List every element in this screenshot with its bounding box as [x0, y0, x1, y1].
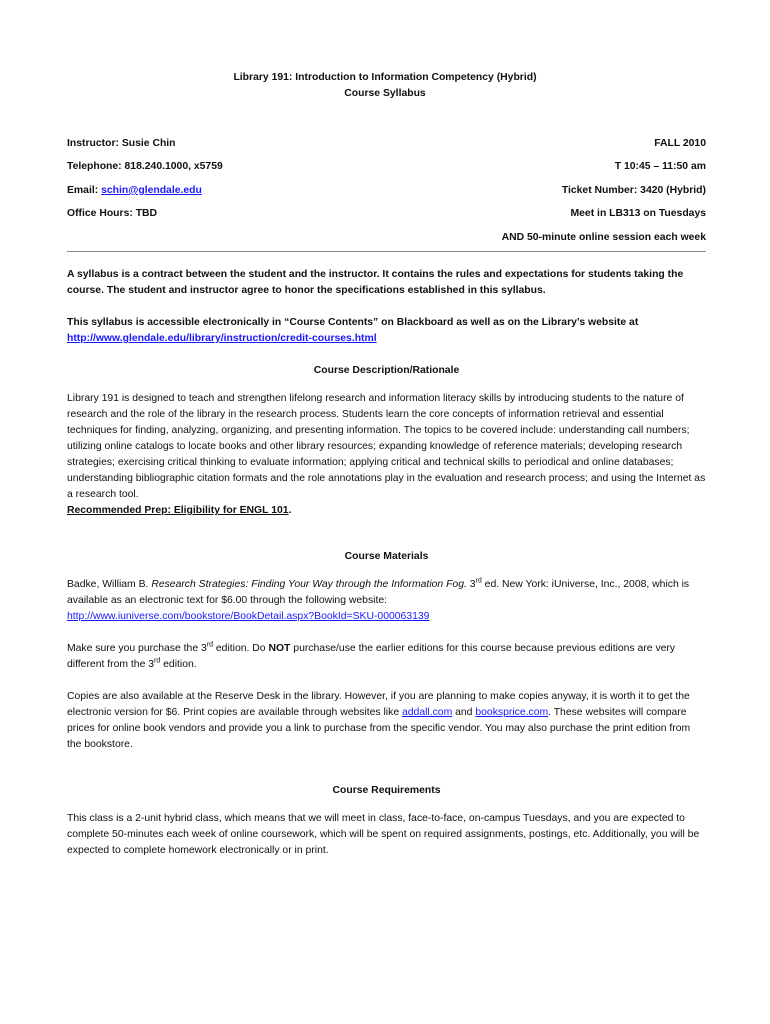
header-divider: [67, 251, 706, 252]
title-line-2: Course Syllabus: [344, 88, 426, 99]
title-line-1: Library 191: Introduction to Information Competency (Hybrid): [233, 72, 537, 83]
edition-warning: Make sure you purchase the 3rd edition. Do NOT purchase/use the earlier editions for this course because previous editions are very different from the 3rd edition.: [67, 641, 676, 670]
online-session: AND 50-minute online session each week: [501, 231, 706, 243]
addall-link[interactable]: addall.com: [401, 707, 453, 718]
email-label: Email:: [67, 184, 102, 196]
term: FALL 2010: [654, 137, 706, 149]
description-text: Library 191 is designed to teach and strengthen lifelong research and information literacy skills by introducing students to the nature of research and the role of the library in the research process. Students learn the core concepts of information retrieval and essential techniques for finding, analyzing, organizing, and presenting information. The topics to be covered include: understanding call numbers; utilizing online catalogs to locate books and other library resources; expanding knowledge of reference materials; developing research strategies; exercising critical thinking to evaluate information; applying critical and technical skills to periodical and online databases; understanding bibliographic citation formats and the role annotations play in the evaluation and research process; and using the Internet as a research tool.: [67, 393, 706, 500]
copies-info: Copies are also available at the Reserve Desk in the library. However, if you are planning to make copies anyway, it is worth it to get the electronic version for $6. Print copies are available through websites like addall.com and booksprice.com. These websites will compare prices for online book vendors and provide you a link to purchase from the specific vendor. You may also purchase the print edition from the bookstore.: [67, 691, 691, 750]
course-page-link[interactable]: http://www.glendale.edu/library/instruction/credit-courses.html: [67, 333, 377, 344]
instructor-name: Instructor: Susie Chin: [67, 137, 176, 149]
textbook-citation: Badke, William B. Research Strategies: Finding Your Way through the Information Fog. 3rd ed. New York: iUniverse, Inc., 2008, which is available as an electronic text for $6.00 through the following website: http://www.iuniverse.com/bookstore/BookDetail.aspx?BookId=SKU-000063139: [67, 577, 690, 622]
course-info-block: [67, 132, 706, 250]
description-heading: Course Description/Rationale: [313, 365, 460, 376]
recommended-prep-text: Recommended Prep: Eligibility for ENGL 101: [67, 505, 289, 516]
contract-statement: A syllabus is a contract between the student and the instructor. It contains the rules and expectations for students taking the course. The student and instructor agree to honor the specifications established in this syllabus.: [67, 269, 684, 296]
accessibility-statement: [67, 315, 706, 347]
accessibility-text: This syllabus is accessible electronically in “Course Contents” on Blackboard as well as on the Library’s website at: [67, 317, 639, 328]
email-link[interactable]: schin@glendale.edu: [101, 184, 202, 196]
materials-heading: Course Materials: [344, 551, 429, 562]
textbook-title: Research Strategies: Finding Your Way through the Information Fog.: [151, 579, 467, 590]
telephone: Telephone: 818.240.1000, x5759: [67, 161, 223, 173]
textbook-link[interactable]: http://www.iuniverse.com/bookstore/BookDetail.aspx?BookId=SKU-000063139: [67, 611, 430, 622]
email-line: [67, 183, 202, 199]
office-hours: Office Hours: TBD: [67, 208, 158, 220]
booksprice-link[interactable]: booksprice.com: [475, 707, 549, 718]
syllabus-body: [67, 267, 706, 859]
document-title: [0, 70, 770, 102]
class-time: T 10:45 – 11:50 am: [614, 161, 706, 173]
requirements-text: This class is a 2-unit hybrid class, which means that we will meet in class, face-to-face, on-campus Tuesdays, and you are expected to complete 50-minutes each week of online coursework, which will be spent on required assignments, postings, etc. Additionally, you will be expected to complete homework electronically or in print.: [67, 813, 700, 856]
meeting-location: Meet in LB313 on Tuesdays: [570, 208, 706, 220]
requirements-heading: Course Requirements: [332, 785, 441, 796]
ticket-number: Ticket Number: 3420 (Hybrid): [561, 184, 706, 196]
recommended-prep: Recommended Prep: Eligibility for ENGL 101.: [67, 505, 292, 516]
